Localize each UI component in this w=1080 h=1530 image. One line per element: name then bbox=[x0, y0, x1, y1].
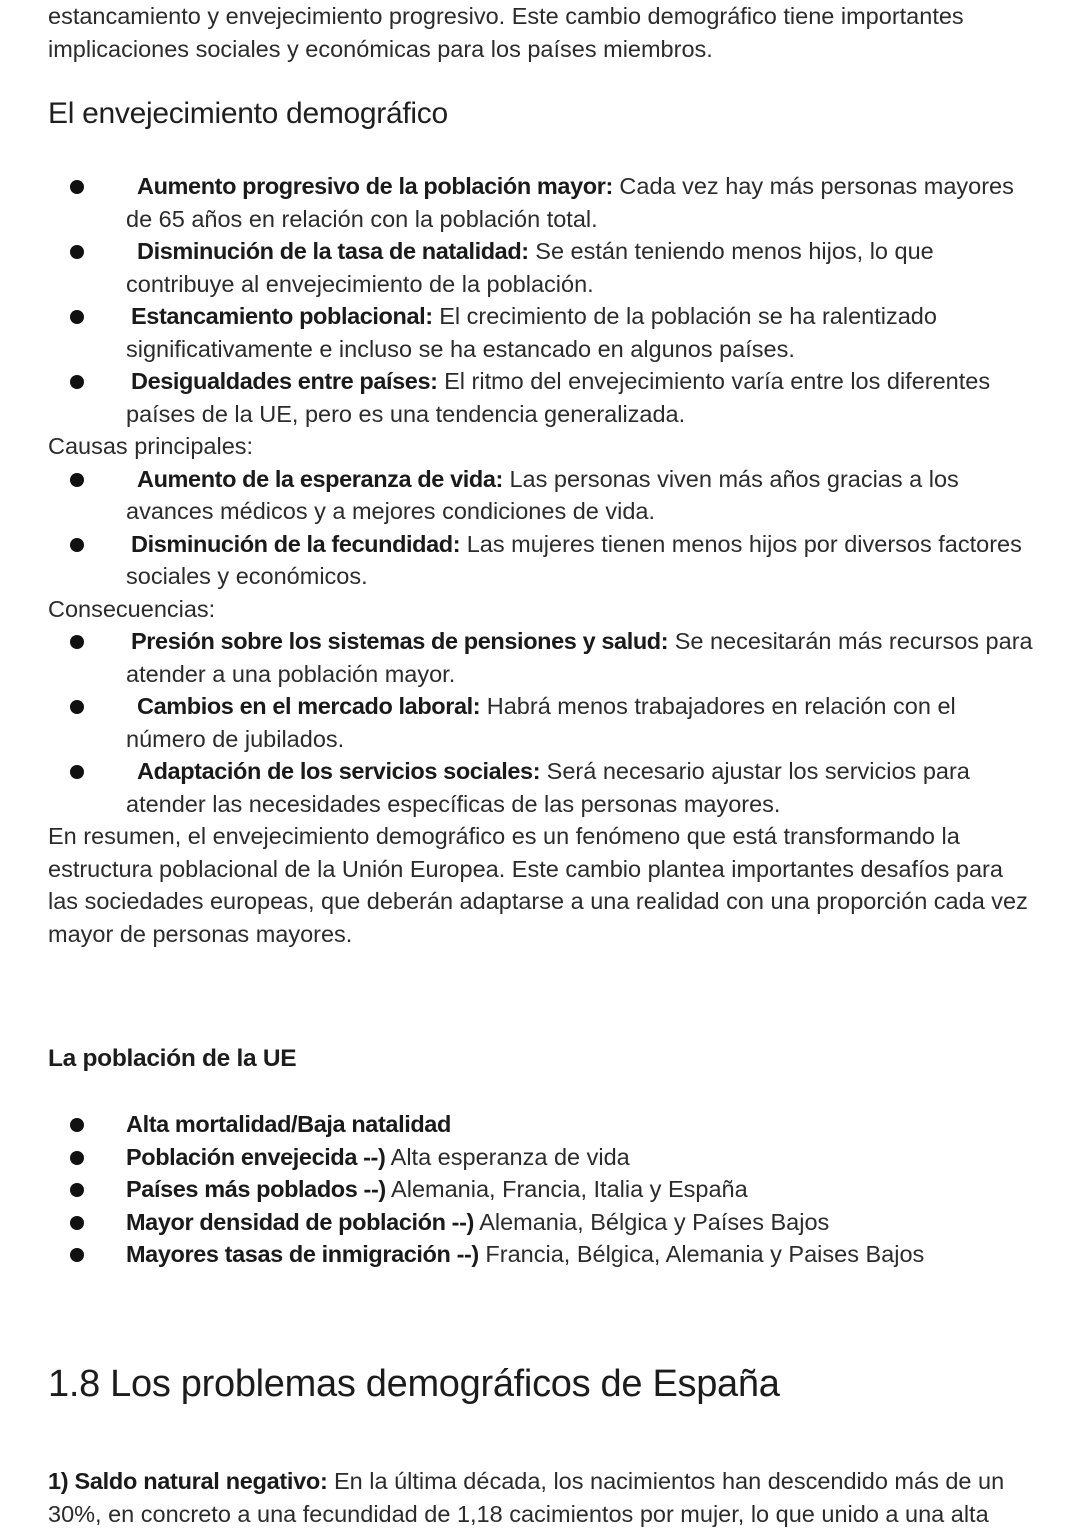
list-item bbox=[48, 755, 1038, 820]
intro-paragraph: estancamiento y envejecimiento progresivo. Este cambio demográfico tiene importantes implicaciones sociales y económicas para los países miembros. bbox=[48, 3, 964, 62]
population-list bbox=[48, 1108, 924, 1271]
item-text: Se están teniendo menos hijos, lo que contribuye al envejecimiento de la población. bbox=[126, 238, 934, 297]
summary-paragraph: En resumen, el envejecimiento demográfico es un fenómeno que está transformando la estructura poblacional de la Unión Europea. Este cambio plantea importantes desafíos para las sociedades europeas, que deberán adaptarse a una realidad con una proporción cada vez mayor de personas mayores. bbox=[48, 823, 1028, 947]
item-text: Francia, Bélgica, Alemania y Paises Bajos bbox=[478, 1241, 925, 1267]
item-text: Alemania, Bélgica y Países Bajos bbox=[473, 1208, 830, 1235]
bullet-icon bbox=[70, 1183, 84, 1197]
bullet-icon bbox=[70, 538, 84, 552]
list-item bbox=[48, 1238, 924, 1271]
list-item bbox=[48, 625, 1038, 690]
item-lead: Cambios en el mercado laboral: bbox=[137, 693, 481, 719]
item-text: El ritmo del envejecimiento varía entre los diferentes países de la UE, pero es una tendencia generalizada. bbox=[126, 368, 991, 427]
item-lead: Mayores tasas de inmigración --) bbox=[126, 1241, 479, 1267]
list-item bbox=[48, 528, 1038, 593]
bullet-icon bbox=[70, 375, 84, 389]
list-item bbox=[48, 300, 1038, 365]
item-lead: Mayor densidad de población --) bbox=[126, 1208, 474, 1235]
bullet-icon bbox=[70, 310, 84, 324]
item-text: Habrá menos trabajadores en relación con el número de jubilados. bbox=[126, 693, 956, 752]
saldo-text: En la última década, los nacimientos han descendido más de un 30%, en concreto a una fecundidad de 1,18 cacimientos por mujer, lo que unido a una alta bbox=[48, 1468, 1005, 1527]
aging-list bbox=[48, 170, 1038, 430]
list-item bbox=[48, 1141, 924, 1174]
consequences-label: Consecuencias: bbox=[48, 595, 216, 622]
bullet-icon bbox=[70, 473, 84, 487]
list-item bbox=[48, 170, 1038, 235]
item-lead: Países más poblados --) bbox=[126, 1176, 386, 1202]
consequences-list bbox=[48, 625, 1038, 820]
item-lead: Población envejecida --) bbox=[126, 1143, 386, 1170]
saldo-lead: 1) Saldo natural negativo: bbox=[48, 1468, 328, 1494]
item-lead: Presión sobre los sistemas de pensiones y salud: bbox=[131, 628, 669, 654]
item-text: Las personas viven más años gracias a los avances médicos y a mejores condiciones de vida. bbox=[126, 465, 959, 524]
item-text: Alemania, Francia, Italia y España bbox=[385, 1176, 748, 1202]
item-text: Será necesario ajustar los servicios para atender las necesidades específicas de las personas mayores. bbox=[126, 758, 970, 817]
population-title: La población de la UE bbox=[48, 1045, 297, 1072]
bullet-icon bbox=[70, 1151, 84, 1165]
bullet-icon bbox=[70, 700, 84, 714]
bullet-icon bbox=[70, 765, 84, 779]
item-lead: Disminución de la tasa de natalidad: bbox=[137, 238, 529, 264]
list-item bbox=[48, 235, 1038, 300]
item-lead: Aumento progresivo de la población mayor: bbox=[137, 173, 613, 199]
saldo-paragraph bbox=[48, 1465, 1038, 1530]
document-page bbox=[48, 0, 1038, 1527]
bullet-icon bbox=[70, 635, 84, 649]
item-text: Alta esperanza de vida bbox=[385, 1143, 630, 1170]
item-text: Cada vez hay más personas mayores de 65 años en relación con la población total. bbox=[126, 173, 1014, 232]
aging-block bbox=[48, 170, 1038, 950]
list-item bbox=[48, 463, 1038, 528]
item-lead: Aumento de la esperanza de vida: bbox=[137, 465, 503, 492]
item-lead: Adaptación de los servicios sociales: bbox=[137, 758, 541, 784]
bullet-icon bbox=[70, 1248, 84, 1262]
bullet-icon bbox=[70, 245, 84, 259]
bullet-icon bbox=[70, 1216, 84, 1230]
list-item bbox=[48, 1173, 924, 1206]
bullet-icon bbox=[70, 1118, 84, 1132]
causes-label: Causas principales: bbox=[48, 433, 254, 459]
list-item bbox=[48, 690, 1038, 755]
section-title-aging: El envejecimiento demográfico bbox=[48, 97, 448, 130]
item-lead: Disminución de la fecundidad: bbox=[131, 530, 461, 557]
list-item bbox=[48, 1108, 924, 1141]
chapter-title: 1.8 Los problemas demográficos de España bbox=[48, 1363, 780, 1405]
bullet-icon bbox=[70, 180, 84, 194]
causes-list bbox=[48, 463, 1038, 593]
item-lead: Estancamiento poblacional: bbox=[131, 303, 433, 329]
item-lead: Desigualdades entre países: bbox=[131, 368, 438, 394]
list-item bbox=[48, 365, 1038, 430]
item-text: Se necesitarán más recursos para atender a una población mayor. bbox=[126, 628, 1033, 687]
item-lead: Alta mortalidad/Baja natalidad bbox=[126, 1111, 451, 1137]
item-text: Las mujeres tienen menos hijos por diversos factores sociales y económicos. bbox=[126, 530, 1022, 589]
list-item bbox=[48, 1206, 924, 1239]
item-text: El crecimiento de la población se ha ralentizado significativamente e incluso se ha estancado en algunos países. bbox=[126, 303, 937, 362]
